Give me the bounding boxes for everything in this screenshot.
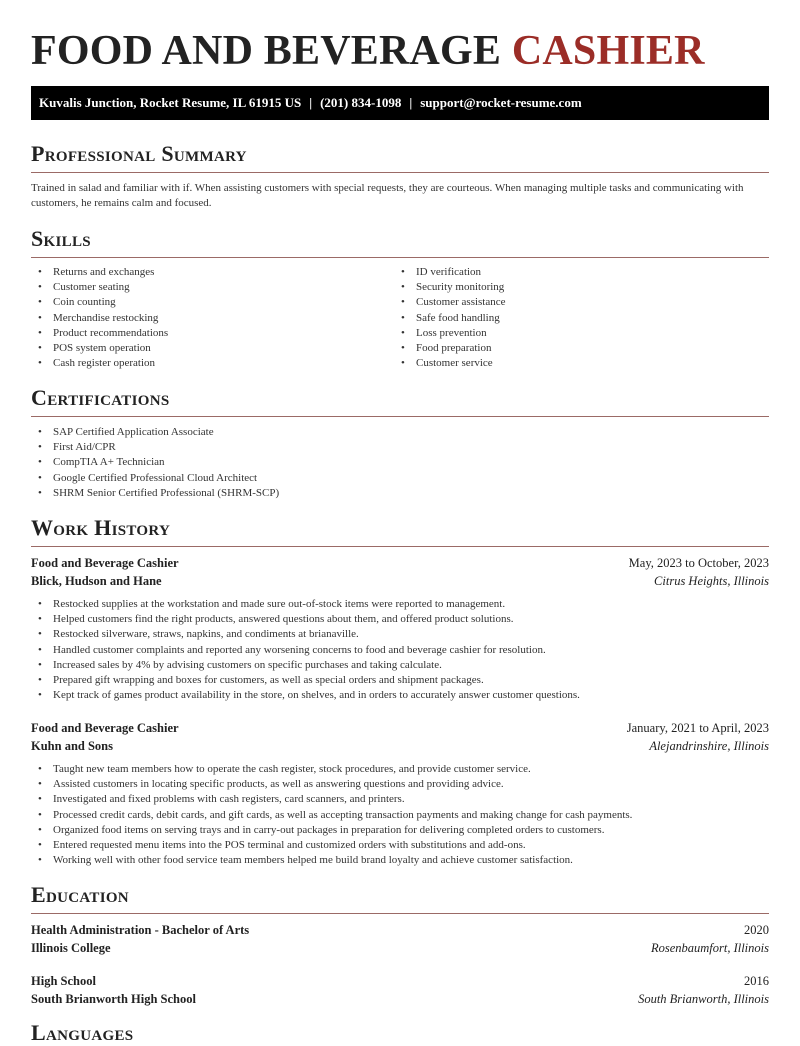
job-duties-list [31,762,632,868]
certification-item: • SHRM Senior Certified Professional (SHRM-SCP) [31,486,279,501]
job-duty-item: • Entered requested menu items into the POS terminal and customized orders with substitutions and add-ons. [31,838,632,853]
skill-item: • Customer service [394,356,506,371]
certification-item: • First Aid/CPR [31,440,279,455]
resume-name [31,27,705,75]
job-duty-item: • Taught new team members how to operate the cash register, stock procedures, and provide customer service. [31,762,632,777]
education-school: Illinois College [31,941,111,955]
skills-list-right [394,265,506,371]
job-location: Citrus Heights, Illinois [654,574,769,588]
contact-bar [31,86,769,120]
job-duties-list [31,597,580,703]
job-title: Food and Beverage Cashier [31,556,179,570]
contact-separator: | [309,95,313,110]
job-duty-item: • Helped customers find the right products, answered questions about them, and offered product solutions. [31,612,580,627]
job-duty-item: • Working well with other food service team members helped me build brand loyalty and achieve customer satisfaction. [31,853,632,868]
job-duty-item: • Investigated and fixed problems with cash registers, card scanners, and printers. [31,792,632,807]
skill-item: • Coin counting [31,295,168,310]
skill-item: • Product recommendations [31,326,168,341]
section-divider [31,913,769,914]
job-duty-item: • Prepared gift wrapping and boxes for customers, as well as special orders and shipment packages. [31,673,580,688]
education-year: 2016 [744,974,769,988]
section-title-summary: Professional Summary [31,141,247,166]
skill-item: • POS system operation [31,341,168,356]
skills-list-left [31,265,168,371]
job-duty-item: • Kept track of games product availability in the store, on shelves, and in orders to accurately answer customer questions. [31,688,580,703]
skill-item: • Merchandise restocking [31,311,168,326]
section-title-certifications: Certifications [31,385,170,410]
skill-item: • Customer assistance [394,295,506,310]
skill-item: • Safe food handling [394,311,506,326]
job-location: Alejandrinshire, Illinois [649,739,769,753]
job-duty-item: • Increased sales by 4% by advising customers on specific purchases and taking calculate. [31,658,580,673]
section-divider [31,257,769,258]
contact-email[interactable]: support@rocket-resume.com [420,95,582,110]
section-divider [31,416,769,417]
skill-item: • Customer seating [31,280,168,295]
skill-item: • Security monitoring [394,280,506,295]
education-degree: Health Administration - Bachelor of Arts [31,923,250,937]
section-divider [31,546,769,547]
section-title-languages: Languages [31,1020,134,1045]
professional-summary: Trained in salad and familiar with if. When assisting customers with special requests, they are courteous. When managing multiple tasks and communicating with customers, he remains calm and focused. [31,182,744,209]
job-employer-row [31,737,769,755]
education-school-row [31,990,769,1008]
job-dates: May, 2023 to October, 2023 [628,556,769,570]
education-location: South Brianworth, Illinois [638,992,769,1006]
education-degree: High School [31,974,96,988]
education-header [31,921,769,939]
job-duty-item: • Restocked silverware, straws, napkins, and condiments at brianaville. [31,627,580,642]
section-title-education: Education [31,882,129,907]
section-divider [31,172,769,173]
education-school: South Brianworth High School [31,992,196,1006]
skill-item: • Loss prevention [394,326,506,341]
job-duty-item: • Assisted customers in locating specific products, as well as answering questions and providing advice. [31,777,632,792]
education-header [31,972,769,990]
job-dates: January, 2021 to April, 2023 [626,721,769,735]
education-school-row [31,939,769,957]
name-accent: CASHIER [511,28,705,74]
contact-phone[interactable]: (201) 834-1098 [320,95,402,110]
job-company: Blick, Hudson and Hane [31,574,162,588]
skill-item: • Food preparation [394,341,506,356]
education-location: Rosenbaumfort, Illinois [650,941,769,955]
skill-item: • ID verification [394,265,506,280]
certification-item: • CompTIA A+ Technician [31,455,279,470]
contact-separator: | [409,95,413,110]
job-company: Kuhn and Sons [31,739,114,753]
certifications-list [31,425,279,501]
job-employer-row [31,572,769,590]
contact-address: Kuvalis Junction, Rocket Resume, IL 61915 US [39,95,302,110]
education-year: 2020 [744,923,769,937]
certification-item: • SAP Certified Application Associate [31,425,279,440]
certification-item: • Google Certified Professional Cloud Architect [31,471,279,486]
job-duty-item: • Restocked supplies at the workstation and made sure out-of-stock items were reported to management. [31,597,580,612]
section-title-skills: Skills [31,226,91,251]
name-main: FOOD AND BEVERAGE [31,28,502,74]
job-title: Food and Beverage Cashier [31,721,179,735]
job-header [31,554,769,572]
job-header [31,719,769,737]
job-duty-item: • Handled customer complaints and reported any worsening concerns to food and beverage cashier for resolution. [31,643,580,658]
skill-item: • Cash register operation [31,356,168,371]
section-title-work-history: Work History [31,515,171,540]
job-duty-item: • Organized food items on serving trays and in carry-out packages in preparation for delivering completed orders to customers. [31,823,632,838]
job-duty-item: • Processed credit cards, debit cards, and gift cards, as well as accepting transaction payments and making change for cash payments. [31,808,632,823]
skill-item: • Returns and exchanges [31,265,168,280]
